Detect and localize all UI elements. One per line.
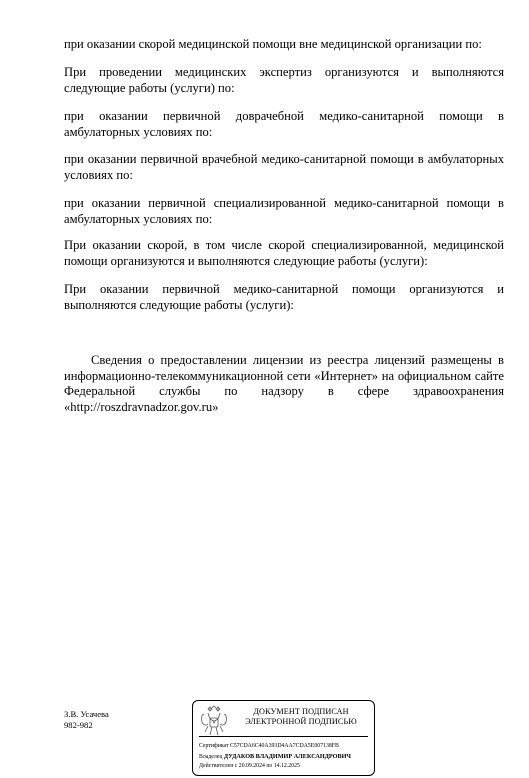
- electronic-signature-stamp: [192, 700, 375, 776]
- stamp-divider: [199, 736, 368, 737]
- paragraph-specialized-care: при оказании первичной специализированной медико-санитарной помощи в амбулаторных условиях по:: [64, 196, 504, 226]
- stamp-owner: Владелец ДУДАКОВ ВЛАДИМИР АЛЕКСАНДРОВИЧ: [199, 753, 351, 760]
- paragraph-license-registry: Сведения о предоставлении лицензии из реестра лицензий размещены в информационно-телекоммуникационной сети «Интернет» на официальном сайте Федеральной службы по надзору в сфере здравоохранения «http://roszdravnadzor.gov.ru»: [64, 353, 504, 414]
- russian-coat-of-arms-icon: [199, 705, 229, 738]
- stamp-certificate: Сертификат C57CDA6C40A393D4AA7CDA5E007138FB: [199, 743, 339, 749]
- executor-phone: 982-982: [64, 720, 93, 730]
- stamp-validity: Действителен с 20.09.2024 по 14.12.2025: [199, 763, 300, 769]
- paragraph-medical-examinations: При проведении медицинских экспертиз организуются и выполняются следующие работы (услуги) по:: [64, 65, 504, 95]
- stamp-title: ДОКУМЕНТ ПОДПИСАН ЭЛЕКТРОННОЙ ПОДПИСЬЮ: [245, 707, 357, 726]
- paragraph-emergency-care: При оказании скорой, в том числе скорой специализированной, медицинской помощи организуются и выполняются следующие работы (услуги):: [64, 238, 504, 268]
- paragraph-ambulance-outside: при оказании скорой медицинской помощи вне медицинской организации по:: [64, 37, 482, 51]
- paragraph-primary-care: При оказании первичной медико-санитарной помощи организуются и выполняются следующие работы (услуги):: [64, 282, 504, 312]
- paragraph-prehospital-care: при оказании первичной доврачебной медико-санитарной помощи в амбулаторных условиях по:: [64, 109, 504, 139]
- executor-name: З.В. Усачева: [64, 709, 109, 719]
- paragraph-primary-doctor-care: при оказании первичной врачебной медико-санитарной помощи в амбулаторных условиях по:: [64, 152, 504, 182]
- executor-info: [64, 709, 109, 731]
